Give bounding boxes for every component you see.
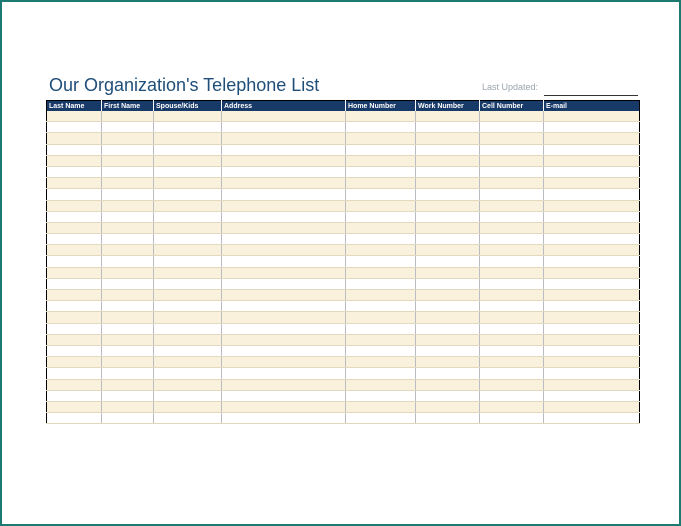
table-cell[interactable] xyxy=(480,211,544,222)
table-cell[interactable] xyxy=(154,144,222,155)
table-cell[interactable] xyxy=(222,234,346,245)
table-cell[interactable] xyxy=(544,401,640,412)
table-cell[interactable] xyxy=(346,290,416,301)
table-cell[interactable] xyxy=(154,334,222,345)
table-cell[interactable] xyxy=(346,234,416,245)
table-cell[interactable] xyxy=(222,413,346,424)
table-cell[interactable] xyxy=(416,111,480,122)
table-cell[interactable] xyxy=(346,256,416,267)
table-cell[interactable] xyxy=(102,334,154,345)
table-cell[interactable] xyxy=(154,345,222,356)
table-cell[interactable] xyxy=(154,278,222,289)
table-cell[interactable] xyxy=(47,401,102,412)
table-row xyxy=(47,301,640,312)
table-cell[interactable] xyxy=(102,323,154,334)
table-cell[interactable] xyxy=(346,200,416,211)
table-cell[interactable] xyxy=(480,189,544,200)
table-cell[interactable] xyxy=(47,413,102,424)
table-cell[interactable] xyxy=(544,357,640,368)
table-cell[interactable] xyxy=(47,278,102,289)
table-cell[interactable] xyxy=(47,144,102,155)
table-cell[interactable] xyxy=(154,200,222,211)
table-cell[interactable] xyxy=(154,401,222,412)
table-cell[interactable] xyxy=(102,133,154,144)
table-cell[interactable] xyxy=(544,245,640,256)
table-cell[interactable] xyxy=(480,368,544,379)
table-cell[interactable] xyxy=(480,245,544,256)
table-cell[interactable] xyxy=(154,122,222,133)
table-row xyxy=(47,133,640,144)
table-cell[interactable] xyxy=(47,368,102,379)
table-row xyxy=(47,256,640,267)
table-cell[interactable] xyxy=(480,390,544,401)
table-cell[interactable] xyxy=(416,278,480,289)
table-cell[interactable] xyxy=(544,290,640,301)
table-cell[interactable] xyxy=(480,200,544,211)
table-row xyxy=(47,178,640,189)
table-cell[interactable] xyxy=(416,312,480,323)
table-cell[interactable] xyxy=(222,301,346,312)
table-cell[interactable] xyxy=(416,211,480,222)
table-cell[interactable] xyxy=(346,178,416,189)
table-cell[interactable] xyxy=(544,211,640,222)
table-cell[interactable] xyxy=(480,278,544,289)
table-cell[interactable] xyxy=(102,267,154,278)
table-cell[interactable] xyxy=(102,278,154,289)
table-row xyxy=(47,222,640,233)
table-row xyxy=(47,379,640,390)
table-cell[interactable] xyxy=(346,166,416,177)
table-cell[interactable] xyxy=(346,413,416,424)
table-cell[interactable] xyxy=(346,122,416,133)
table-cell[interactable] xyxy=(346,155,416,166)
table-row xyxy=(47,345,640,356)
table-cell[interactable] xyxy=(544,413,640,424)
table-cell[interactable] xyxy=(346,245,416,256)
table-cell[interactable] xyxy=(47,155,102,166)
table-cell[interactable] xyxy=(416,290,480,301)
table-row xyxy=(47,401,640,412)
table-cell[interactable] xyxy=(544,301,640,312)
table-cell[interactable] xyxy=(222,166,346,177)
table-row xyxy=(47,189,640,200)
table-row xyxy=(47,144,640,155)
table-cell[interactable] xyxy=(544,189,640,200)
table-cell[interactable] xyxy=(154,323,222,334)
table-cell[interactable] xyxy=(222,245,346,256)
table-cell[interactable] xyxy=(47,122,102,133)
table-cell[interactable] xyxy=(480,413,544,424)
table-cell[interactable] xyxy=(102,155,154,166)
table-row xyxy=(47,312,640,323)
table-cell[interactable] xyxy=(480,301,544,312)
table-cell[interactable] xyxy=(154,256,222,267)
table-cell[interactable] xyxy=(480,111,544,122)
table-cell[interactable] xyxy=(346,144,416,155)
table-row xyxy=(47,122,640,133)
table-cell[interactable] xyxy=(416,133,480,144)
table-cell[interactable] xyxy=(102,413,154,424)
table-row xyxy=(47,413,640,424)
table-row xyxy=(47,267,640,278)
table-cell[interactable] xyxy=(416,323,480,334)
table-cell[interactable] xyxy=(102,211,154,222)
column-header-email: E-mail xyxy=(544,101,640,112)
table-cell[interactable] xyxy=(346,189,416,200)
table-cell[interactable] xyxy=(222,122,346,133)
table-cell[interactable] xyxy=(102,189,154,200)
table-row xyxy=(47,290,640,301)
table-cell[interactable] xyxy=(47,178,102,189)
column-header-work-number: Work Number xyxy=(416,101,480,112)
table-cell[interactable] xyxy=(544,267,640,278)
table-cell[interactable] xyxy=(416,166,480,177)
table-cell[interactable] xyxy=(47,290,102,301)
table-row xyxy=(47,166,640,177)
table-cell[interactable] xyxy=(544,144,640,155)
table-cell[interactable] xyxy=(47,301,102,312)
table-cell[interactable] xyxy=(47,200,102,211)
table-cell[interactable] xyxy=(480,234,544,245)
page-title: Our Organization's Telephone List xyxy=(49,75,320,95)
table-cell[interactable] xyxy=(416,401,480,412)
column-header-last-name: Last Name xyxy=(47,101,102,112)
table-row xyxy=(47,200,640,211)
table-cell[interactable] xyxy=(416,345,480,356)
table-cell[interactable] xyxy=(346,390,416,401)
table-cell[interactable] xyxy=(416,390,480,401)
table-cell[interactable] xyxy=(154,301,222,312)
table-cell[interactable] xyxy=(222,379,346,390)
table-row xyxy=(47,357,640,368)
table-cell[interactable] xyxy=(544,133,640,144)
table-cell[interactable] xyxy=(102,166,154,177)
table-cell[interactable] xyxy=(416,413,480,424)
table-cell[interactable] xyxy=(102,178,154,189)
table-cell[interactable] xyxy=(480,334,544,345)
table-cell[interactable] xyxy=(154,413,222,424)
table-cell[interactable] xyxy=(154,368,222,379)
table-cell[interactable] xyxy=(544,111,640,122)
table-cell[interactable] xyxy=(47,357,102,368)
table-cell[interactable] xyxy=(544,368,640,379)
column-header-spouse-kids: Spouse/Kids xyxy=(154,101,222,112)
table-cell[interactable] xyxy=(480,345,544,356)
table-cell[interactable] xyxy=(222,345,346,356)
table-cell[interactable] xyxy=(154,189,222,200)
table-cell[interactable] xyxy=(544,178,640,189)
column-header-home-number: Home Number xyxy=(346,101,416,112)
table-cell[interactable] xyxy=(102,256,154,267)
table-cell[interactable] xyxy=(480,290,544,301)
table-cell[interactable] xyxy=(47,312,102,323)
table-cell[interactable] xyxy=(47,345,102,356)
table-cell[interactable] xyxy=(222,178,346,189)
table-cell[interactable] xyxy=(102,368,154,379)
table-cell[interactable] xyxy=(222,133,346,144)
table-cell[interactable] xyxy=(222,278,346,289)
table-cell[interactable] xyxy=(346,334,416,345)
table-cell[interactable] xyxy=(544,166,640,177)
table-cell[interactable] xyxy=(102,312,154,323)
table-cell[interactable] xyxy=(480,155,544,166)
table-cell[interactable] xyxy=(480,379,544,390)
table-row xyxy=(47,368,640,379)
table-row xyxy=(47,323,640,334)
table-cell[interactable] xyxy=(47,323,102,334)
table-cell[interactable] xyxy=(544,155,640,166)
table-cell[interactable] xyxy=(416,379,480,390)
table-cell[interactable] xyxy=(346,312,416,323)
table-cell[interactable] xyxy=(544,200,640,211)
table-cell[interactable] xyxy=(416,368,480,379)
table-cell[interactable] xyxy=(416,222,480,233)
table-cell[interactable] xyxy=(544,312,640,323)
table-cell[interactable] xyxy=(346,222,416,233)
table-cell[interactable] xyxy=(222,211,346,222)
table-row xyxy=(47,211,640,222)
table-cell[interactable] xyxy=(102,245,154,256)
table-cell[interactable] xyxy=(222,256,346,267)
table-cell[interactable] xyxy=(480,178,544,189)
table-cell[interactable] xyxy=(480,401,544,412)
table-cell[interactable] xyxy=(480,166,544,177)
table-cell[interactable] xyxy=(346,401,416,412)
table-cell[interactable] xyxy=(480,312,544,323)
table-cell[interactable] xyxy=(47,267,102,278)
table-cell[interactable] xyxy=(222,401,346,412)
table-cell[interactable] xyxy=(480,133,544,144)
table-cell[interactable] xyxy=(346,267,416,278)
table-cell[interactable] xyxy=(544,379,640,390)
table-row xyxy=(47,390,640,401)
table-cell[interactable] xyxy=(154,155,222,166)
table-cell[interactable] xyxy=(544,234,640,245)
table-cell[interactable] xyxy=(222,111,346,122)
table-cell[interactable] xyxy=(102,111,154,122)
table-cell[interactable] xyxy=(480,267,544,278)
table-cell[interactable] xyxy=(346,211,416,222)
table-cell[interactable] xyxy=(346,301,416,312)
table-cell[interactable] xyxy=(346,379,416,390)
table-cell[interactable] xyxy=(102,301,154,312)
table-cell[interactable] xyxy=(346,368,416,379)
table-cell[interactable] xyxy=(102,357,154,368)
table-cell[interactable] xyxy=(222,312,346,323)
table-cell[interactable] xyxy=(154,133,222,144)
table-cell[interactable] xyxy=(544,222,640,233)
column-header-first-name: First Name xyxy=(102,101,154,112)
table-cell[interactable] xyxy=(416,189,480,200)
table-cell[interactable] xyxy=(154,379,222,390)
table-cell[interactable] xyxy=(154,312,222,323)
column-header-address: Address xyxy=(222,101,346,112)
table-cell[interactable] xyxy=(416,267,480,278)
table-cell[interactable] xyxy=(222,390,346,401)
table-cell[interactable] xyxy=(346,133,416,144)
header-row xyxy=(47,101,640,112)
table-cell[interactable] xyxy=(47,334,102,345)
table-cell[interactable] xyxy=(154,290,222,301)
table-cell[interactable] xyxy=(416,178,480,189)
table-cell[interactable] xyxy=(480,222,544,233)
table-cell[interactable] xyxy=(544,278,640,289)
table-row xyxy=(47,155,640,166)
table-cell[interactable] xyxy=(480,357,544,368)
table-cell[interactable] xyxy=(154,234,222,245)
table-cell[interactable] xyxy=(102,379,154,390)
table-body xyxy=(47,111,640,424)
table-cell[interactable] xyxy=(222,290,346,301)
table-row xyxy=(47,245,640,256)
table-cell[interactable] xyxy=(102,401,154,412)
table-cell[interactable] xyxy=(416,301,480,312)
table-cell[interactable] xyxy=(47,390,102,401)
table-cell[interactable] xyxy=(544,345,640,356)
table-cell[interactable] xyxy=(102,122,154,133)
table-cell[interactable] xyxy=(47,245,102,256)
table-row xyxy=(47,234,640,245)
table-cell[interactable] xyxy=(416,334,480,345)
table-cell[interactable] xyxy=(222,357,346,368)
table-cell[interactable] xyxy=(416,234,480,245)
table-cell[interactable] xyxy=(154,111,222,122)
table-cell[interactable] xyxy=(416,200,480,211)
table-cell[interactable] xyxy=(416,256,480,267)
table-cell[interactable] xyxy=(154,211,222,222)
table-cell[interactable] xyxy=(480,122,544,133)
telephone-list-table xyxy=(46,100,640,424)
column-header-cell-number: Cell Number xyxy=(480,101,544,112)
table-row xyxy=(47,111,640,122)
table-cell[interactable] xyxy=(544,122,640,133)
table-cell[interactable] xyxy=(154,390,222,401)
table-cell[interactable] xyxy=(222,155,346,166)
table-cell[interactable] xyxy=(222,144,346,155)
table-cell[interactable] xyxy=(102,290,154,301)
table-cell[interactable] xyxy=(416,122,480,133)
table-cell[interactable] xyxy=(154,357,222,368)
table-cell[interactable] xyxy=(416,155,480,166)
table-cell[interactable] xyxy=(102,234,154,245)
table-cell[interactable] xyxy=(544,323,640,334)
table-cell[interactable] xyxy=(480,323,544,334)
table-cell[interactable] xyxy=(346,323,416,334)
table-cell[interactable] xyxy=(154,245,222,256)
table-cell[interactable] xyxy=(47,111,102,122)
table-cell[interactable] xyxy=(416,245,480,256)
table-cell[interactable] xyxy=(222,368,346,379)
table-cell[interactable] xyxy=(222,334,346,345)
table-row xyxy=(47,278,640,289)
table-cell[interactable] xyxy=(47,133,102,144)
table-cell[interactable] xyxy=(346,111,416,122)
table-cell[interactable] xyxy=(47,256,102,267)
table-cell[interactable] xyxy=(222,222,346,233)
table-cell[interactable] xyxy=(480,256,544,267)
table-cell[interactable] xyxy=(222,189,346,200)
table-cell[interactable] xyxy=(154,267,222,278)
table-cell[interactable] xyxy=(102,144,154,155)
table-cell[interactable] xyxy=(47,222,102,233)
table-cell[interactable] xyxy=(154,166,222,177)
table-cell[interactable] xyxy=(47,189,102,200)
last-updated-field[interactable] xyxy=(544,95,638,96)
table-cell[interactable] xyxy=(346,278,416,289)
table-cell[interactable] xyxy=(416,144,480,155)
table-row xyxy=(47,334,640,345)
table-cell[interactable] xyxy=(222,323,346,334)
table-cell[interactable] xyxy=(47,211,102,222)
table-cell[interactable] xyxy=(544,334,640,345)
last-updated-label: Last Updated: xyxy=(482,82,539,92)
table-cell[interactable] xyxy=(416,357,480,368)
table-cell[interactable] xyxy=(346,345,416,356)
table-cell[interactable] xyxy=(102,200,154,211)
table-cell[interactable] xyxy=(544,256,640,267)
table-cell[interactable] xyxy=(544,390,640,401)
table-cell[interactable] xyxy=(102,390,154,401)
table-cell[interactable] xyxy=(154,222,222,233)
table-cell[interactable] xyxy=(47,379,102,390)
table-cell[interactable] xyxy=(222,267,346,278)
table-cell[interactable] xyxy=(102,222,154,233)
table-cell[interactable] xyxy=(47,234,102,245)
table-cell[interactable] xyxy=(480,144,544,155)
table-cell[interactable] xyxy=(222,200,346,211)
table-cell[interactable] xyxy=(47,166,102,177)
table-cell[interactable] xyxy=(154,178,222,189)
table-cell[interactable] xyxy=(102,345,154,356)
table-cell[interactable] xyxy=(346,357,416,368)
